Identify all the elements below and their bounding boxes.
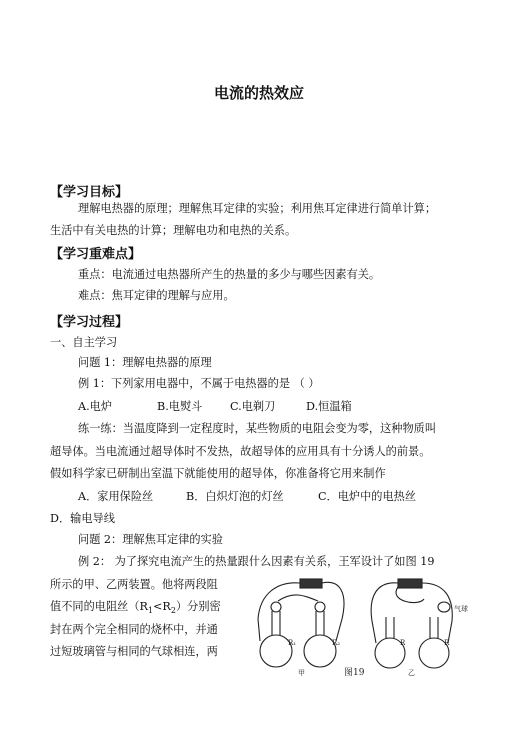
practice-option-d: D．输电导线 [50, 512, 115, 525]
practice-line-2: 超导体。当电流通过超导体时不发热，故超导体的应用具有十分诱人的前景。 [50, 445, 431, 458]
key-point-line: 重点：电流通过电热器所产生的热量的多少与哪些因素有关。 [78, 268, 381, 281]
example-1-option-c: C.电剃刀 [230, 400, 276, 413]
wire-right-b [422, 583, 452, 643]
figure-19-apparatus [248, 571, 476, 679]
practice-option-b: B．白炽灯泡的灯丝 [186, 490, 284, 503]
wire-left-link [278, 595, 318, 601]
battery-box-right [398, 579, 422, 588]
example-2-line-3-pre: 值不同的电阻丝（R [50, 600, 148, 613]
hard-point-line: 难点：焦耳定律的理解与应用。 [78, 289, 235, 302]
battery-box-left [300, 579, 322, 588]
subscript-1: 1 [147, 606, 154, 616]
example-1-option-b: B.电熨斗 [157, 400, 203, 413]
part-one-heading: 一、自主学习 [50, 336, 118, 349]
page-title: 电流的热效应 [214, 84, 305, 102]
flask-left-2-neck [316, 611, 324, 635]
example-2-line-3-mid: <R [153, 600, 171, 613]
label-r2: R₂ [332, 639, 341, 647]
example-2-line-1: 例 2： 为了探究电流产生的热量跟什么因素有关系，王军设计了如图 19 [78, 555, 435, 568]
balloon-right [438, 602, 450, 612]
objectives-line-1: 理解电热器的原理；理解焦耳定律的实验；利用焦耳定律进行简单计算； [78, 202, 437, 215]
example-2-line-4: 封在两个完全相同的烧杯中，并通 [50, 623, 218, 636]
wire-right-c [396, 587, 424, 603]
example-2-line-5: 过短玻璃管与相同的气球相连，两 [50, 645, 218, 658]
example-1-option-a: A.电炉 [78, 400, 113, 413]
example-2-line-2: 所示的甲、乙两装置。他将两段阻 [50, 578, 218, 591]
label-r-right-a: R [400, 639, 406, 647]
subscript-2: 2 [170, 606, 176, 616]
practice-line-1: 练一练：当温度降到一定程度时，某些物质的电阻会变为零，这种物质叫 [78, 422, 437, 435]
example-2-line-3 [50, 600, 221, 618]
figure-caption: 图19 [344, 668, 365, 678]
section-heading-process: 【学习过程】 [50, 315, 129, 330]
flask-left-1-neck [272, 611, 280, 635]
practice-option-a: A．家用保险丝 [78, 490, 154, 503]
section-heading-objectives: 【学习目标】 [50, 185, 129, 200]
section-heading-key-points: 【学习重难点】 [50, 247, 142, 262]
flask-right-2-neck [430, 617, 438, 638]
flask-right-1-neck [386, 617, 394, 638]
wire-left-a [258, 583, 300, 641]
label-balloon: 气球 [454, 605, 468, 613]
example-1: 例 1：下列家用电器中，不属于电热器的是 （ ） [78, 377, 320, 390]
balloon-left-2 [315, 602, 325, 612]
label-yi: 乙 [408, 669, 415, 677]
objectives-line-2: 生活中有关电热的计算；理解电功和电热的关系。 [50, 224, 297, 237]
balloon-left-1 [271, 602, 281, 612]
label-r1: R₁ [288, 639, 297, 647]
example-1-option-d: D.恒温箱 [306, 400, 352, 413]
practice-line-3: 假如科学家已研制出室温下就能使用的超导体，你准备将它用来制作 [50, 467, 386, 480]
wire-left-b [322, 582, 344, 641]
label-jia: 甲 [298, 669, 305, 677]
label-r-right-b: R [444, 639, 450, 647]
question-1: 问题 1：理解电热器的原理 [78, 356, 212, 369]
example-2-line-3-post: ）分别密 [175, 600, 221, 613]
question-2: 问题 2：理解焦耳定律的实验 [78, 533, 223, 546]
practice-option-c: C．电炉中的电热丝 [318, 490, 417, 503]
